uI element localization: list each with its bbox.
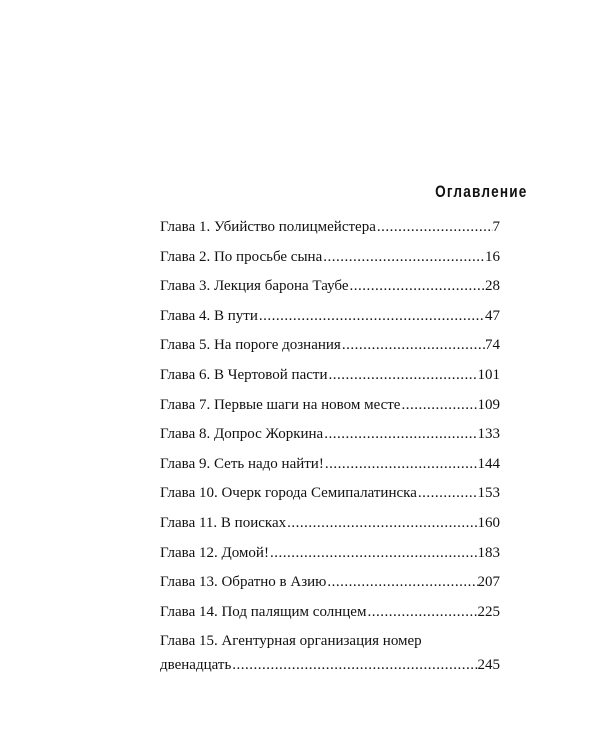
toc-entry-5 <box>160 336 500 366</box>
toc-entry-6 <box>160 366 500 396</box>
toc-entry-page: 101 <box>477 366 500 383</box>
toc-entry-12 <box>160 544 500 574</box>
dot-leader <box>327 366 477 384</box>
toc-entry-title: Глава 14. Под палящим солнцем <box>160 603 367 620</box>
toc-entry-page: 28 <box>485 278 500 295</box>
dot-leader <box>231 656 477 674</box>
toc-entry-title: Глава 1. Убийство полицмейстера <box>160 219 376 235</box>
toc-entry-title-line1: Глава 15. Агентурная организация номер <box>160 633 422 650</box>
toc-entry-title: Глава 9. Сеть надо найти! <box>160 455 324 472</box>
toc-entry-page: 160 <box>477 514 500 531</box>
toc-entry-title: Глава 10. Очерк города Семипалатинска <box>160 485 417 502</box>
toc-entry-15 <box>160 632 500 674</box>
toc-list <box>160 218 500 674</box>
dot-leader <box>286 514 477 532</box>
dot-leader <box>349 277 485 295</box>
toc-entry-9 <box>160 455 500 485</box>
toc-entry-page: 16 <box>485 248 500 265</box>
toc-entry-page: 7 <box>492 219 500 235</box>
dot-leader <box>400 396 477 414</box>
toc-entry-title: Глава 6. В Чертовой пасти <box>160 366 328 383</box>
toc-entry-title: Глава 2. По просьбе сына <box>160 248 323 265</box>
toc-entry-title: Глава 4. В пути <box>160 307 258 324</box>
toc-entry-title: Глава 5. На пороге дознания <box>160 337 341 354</box>
dot-leader <box>269 544 478 562</box>
toc-entry-page: 133 <box>477 426 500 443</box>
toc-entry-2 <box>160 248 500 278</box>
dot-leader <box>258 307 485 325</box>
toc-entry-title: Глава 11. В поисках <box>160 514 287 531</box>
toc-entry-10 <box>160 484 500 514</box>
dot-leader <box>324 455 478 473</box>
toc-entry-4 <box>160 307 500 337</box>
dot-leader <box>323 425 477 443</box>
toc-entry-11 <box>160 514 500 544</box>
toc-entry-13 <box>160 573 500 603</box>
toc-entry-page: 245 <box>477 657 500 674</box>
toc-entry-page: 225 <box>477 603 500 620</box>
dot-leader <box>322 248 485 266</box>
toc-entry-title: Глава 3. Лекция барона Таубе <box>160 278 349 295</box>
dot-leader <box>417 484 478 502</box>
dot-leader <box>341 336 485 354</box>
toc-entry-title-line2-row <box>160 656 500 674</box>
toc-entry-8 <box>160 425 500 455</box>
toc-entry-title: Глава 7. Первые шаги на новом месте <box>160 396 401 413</box>
dot-leader <box>366 603 477 621</box>
dot-leader <box>376 218 493 236</box>
toc-entry-page: 183 <box>477 544 500 561</box>
toc-entry-page: 144 <box>477 455 500 472</box>
toc-entry-page: 109 <box>477 396 500 413</box>
toc-entry-1 <box>160 218 500 248</box>
toc-entry-title: Глава 8. Допрос Жоркина <box>160 426 324 443</box>
toc-entry-title: Глава 13. Обратно в Азию <box>160 574 327 591</box>
toc-entry-page: 74 <box>485 337 500 354</box>
toc-entry-title-line2: двенадцать <box>160 657 232 674</box>
toc-entry-page: 47 <box>485 307 500 324</box>
toc-entry-page: 207 <box>477 574 500 591</box>
toc-entry-page: 153 <box>477 485 500 502</box>
dot-leader <box>326 573 477 591</box>
toc-entry-title: Глава 12. Домой! <box>160 544 269 561</box>
toc-entry-3 <box>160 277 500 307</box>
toc-entry-14 <box>160 603 500 633</box>
toc-heading: Оглавление <box>435 182 528 201</box>
toc-entry-7 <box>160 396 500 426</box>
